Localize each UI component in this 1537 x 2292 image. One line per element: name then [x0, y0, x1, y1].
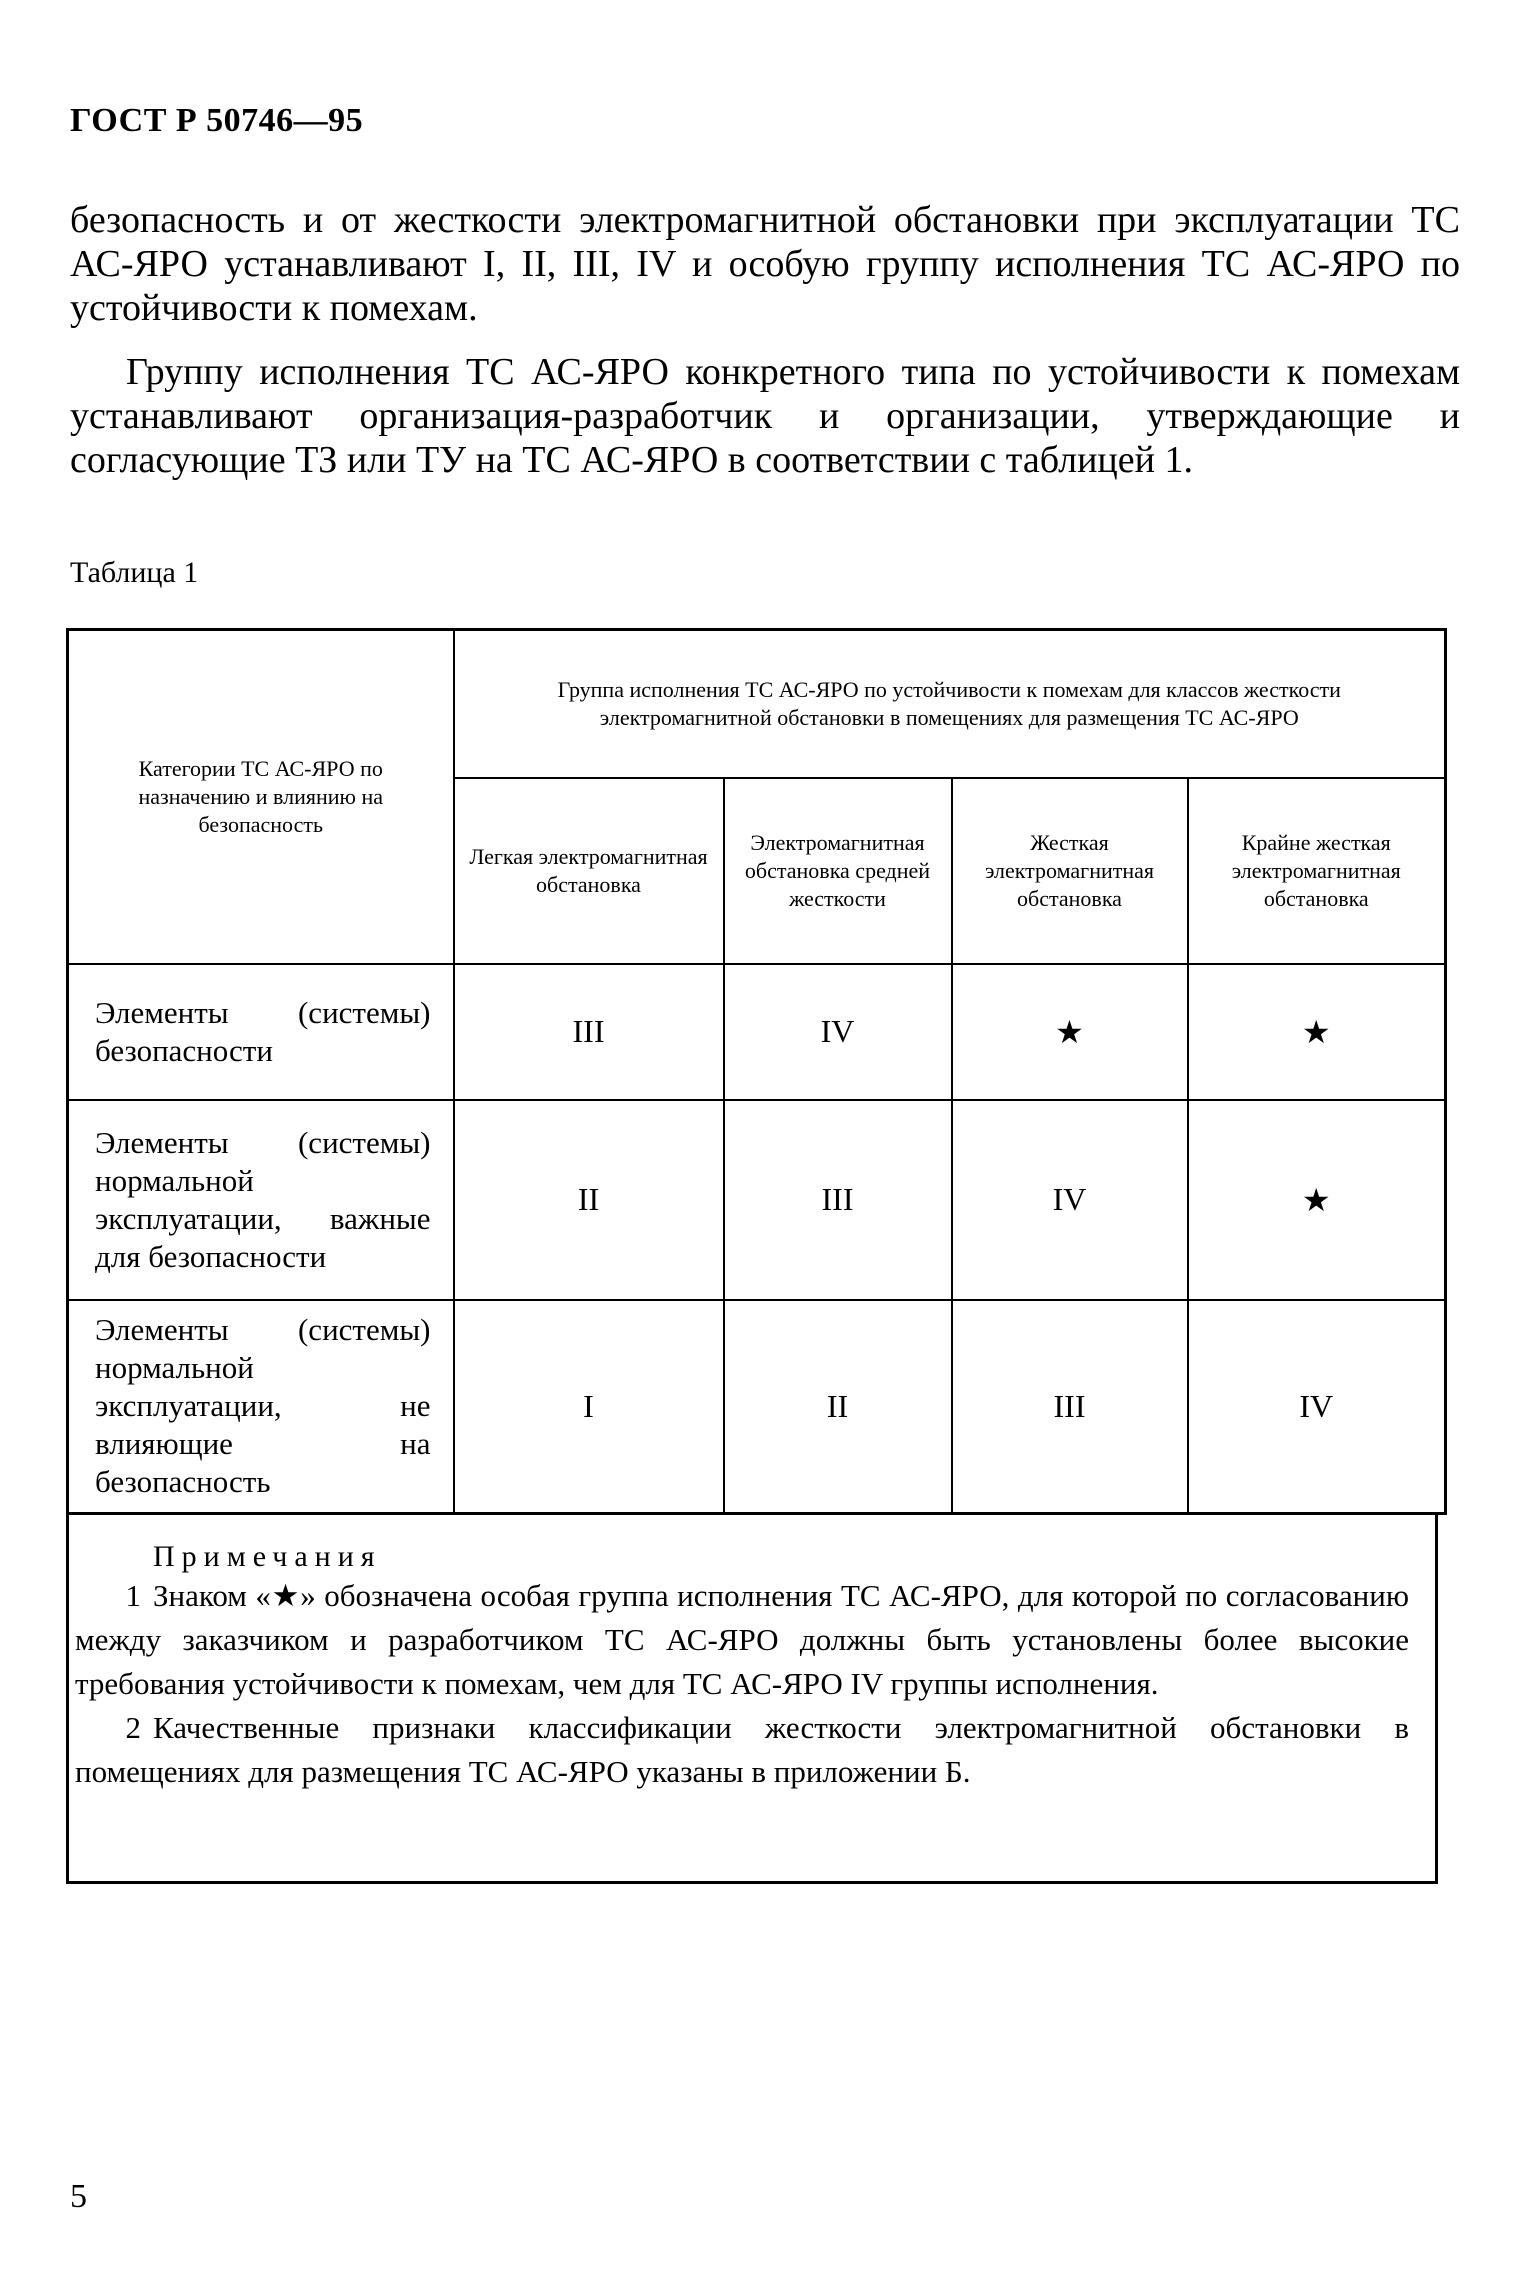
- row-label: Элементы (системы) безопасности: [68, 964, 454, 1100]
- classification-table: [66, 628, 1447, 1515]
- table-cell: III: [952, 1300, 1188, 1514]
- note-text: Знаком «★» обозначена особая группа исполнения ТС АС-ЯРО, для которой по согласованию между заказчиком и разработчиком ТС АС-ЯРО должны быть установлены более высокие требования устойчивости к помехам, чем для ТС АС-ЯРО IV группы исполнения.: [75, 1578, 1409, 1701]
- table-cell: I: [454, 1300, 724, 1514]
- document-header: ГОСТ Р 50746—95: [70, 102, 364, 139]
- table-cell: ★: [1188, 1100, 1446, 1300]
- category-header: Категории ТС АС-ЯРО по назначению и влиянию на безопасность: [138, 755, 383, 837]
- category-header-cell: [68, 630, 454, 964]
- table-cell: ★: [1188, 964, 1446, 1100]
- table-cell: IV: [1188, 1300, 1446, 1514]
- page-number: 5: [70, 2178, 87, 2215]
- group-header-cell: [454, 630, 1446, 778]
- column-header-light: Легкая электромагнитная обстановка: [454, 778, 724, 964]
- notes-title: Примечания: [153, 1540, 382, 1573]
- row-label: Элементы (системы) нормальной эксплуатации, важные для безопасности: [68, 1100, 454, 1300]
- column-header-hard: Жесткая электромагнитная обстановка: [952, 778, 1188, 964]
- column-header-medium: Электромагнитная обстановка средней жесткости: [724, 778, 952, 964]
- table-row: [68, 1300, 1446, 1514]
- row-label: Элементы (системы) нормальной эксплуатации, не влияющие на безопасность: [68, 1300, 454, 1514]
- paragraph-2: Группу исполнения ТС АС-ЯРО конкретного типа по устойчивости к помехам устанавливают организация-разработчик и организации, утверждающие и согласующие ТЗ или ТУ на ТС АС-ЯРО в соответствии с таблицей 1.: [70, 351, 1460, 481]
- paragraph-1: безопасность и от жесткости электромагнитной обстановки при эксплуатации ТС АС-ЯРО устанавливают I, II, III, IV и особую группу исполнения ТС АС-ЯРО по устойчивости к помехам.: [70, 199, 1460, 329]
- note-number: 2: [125, 1710, 141, 1745]
- note-text: Качественные признаки классификации жесткости электромагнитной обстановки в помещениях для размещения ТС АС-ЯРО указаны в приложении Б.: [75, 1710, 1409, 1789]
- note-item: [75, 1706, 1409, 1794]
- note-item: [75, 1574, 1409, 1706]
- table-cell: II: [724, 1300, 952, 1514]
- table-cell: IV: [952, 1100, 1188, 1300]
- column-header-extreme: Крайне жесткая электромагнитная обстановка: [1188, 778, 1446, 964]
- table-cell: III: [454, 964, 724, 1100]
- note-number: 1: [125, 1578, 141, 1613]
- notes-box: [66, 1512, 1438, 1884]
- table-row: [68, 964, 1446, 1100]
- table-cell: III: [724, 1100, 952, 1300]
- table-cell: ★: [952, 964, 1188, 1100]
- table-caption: Таблица 1: [70, 556, 199, 589]
- table-cell: IV: [724, 964, 952, 1100]
- group-header: Группа исполнения ТС АС-ЯРО по устойчивости к помехам для классов жесткости электромагнитной обстановки в помещениях для размещения ТС АС-ЯРО: [557, 676, 1341, 730]
- table-cell: II: [454, 1100, 724, 1300]
- table-row: [68, 1100, 1446, 1300]
